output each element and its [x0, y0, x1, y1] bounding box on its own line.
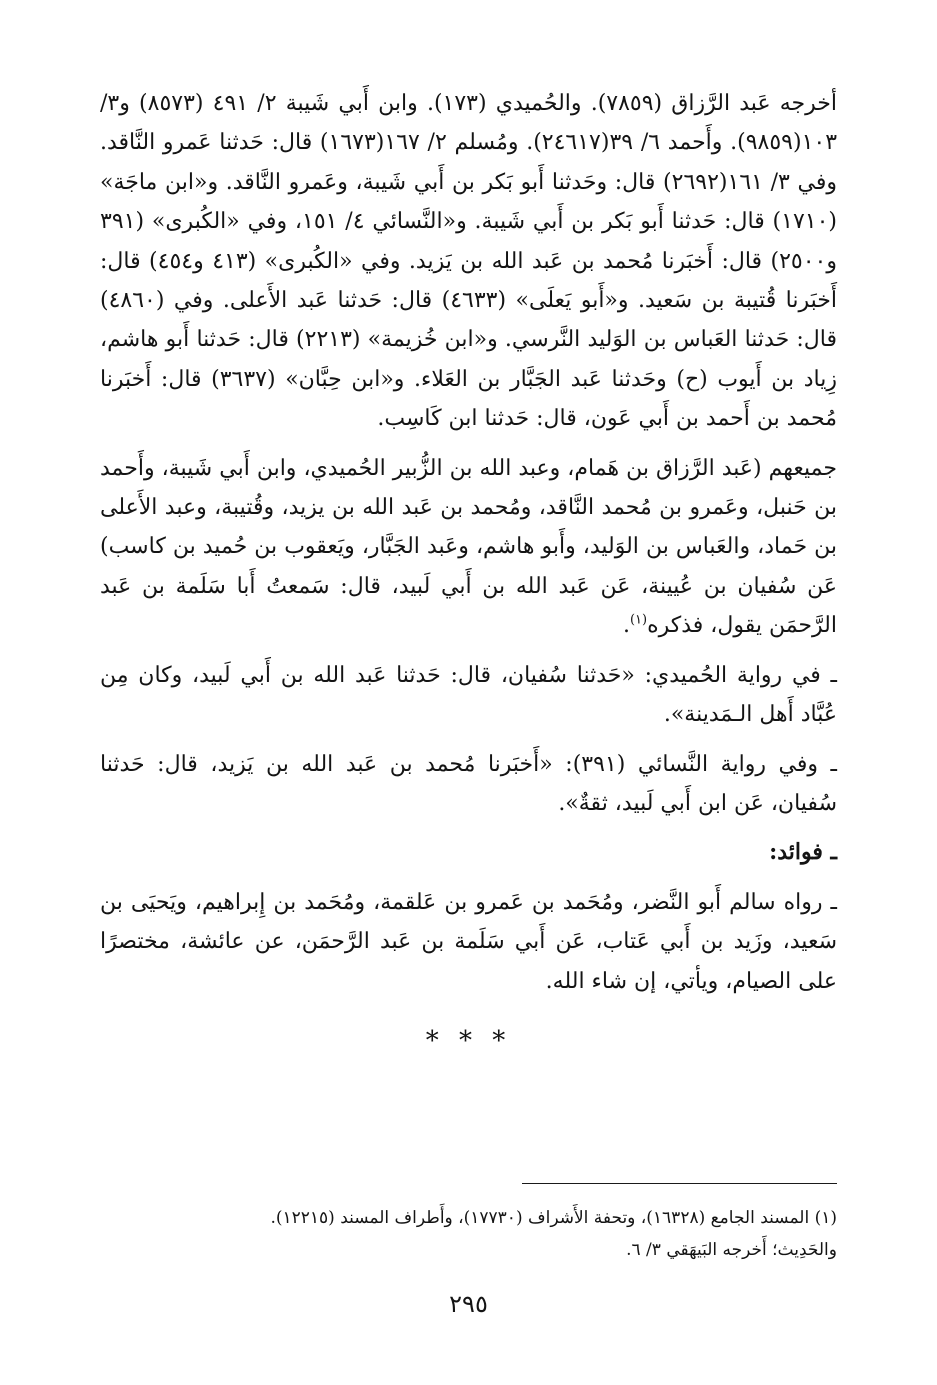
takhrij-paragraph: أخرجه عَبد الرَّزاق (٧٨٥٩). والحُميدي (١٧٣). وابن أَبي شَيبة ٢/ ٤٩١ (٨٥٧٣) و٣/ ١٠٣(٩٨٥٩). وأَحمد ٦/ ٣٩(٢٤٦١٧). ومُسلم ٢/ ١٦٧(١٦٧٣) قال: حَدثنا عَمرو النَّاقد. وفي ٣/ ١٦١(٢٦٩٢) قال: وحَدثنا أَبو بَكر بن أَبي شَيبة، وعَمرو النَّاقد. و«ابن ماجَة» (١٧١٠) قال: حَدثنا أَبو بَكر بن أَبي شَيبة. و«النَّسائي ٤/ ١٥١، وفي «الكُبرى» (٣٩١ و٢٥٠٠) قال: أَخبَرنا مُحمد بن عَبد الله بن يَزيد. وفي «الكُبرى» (٤١٣ و٤٥٤) قال: أَخبَرنا قُتيبة بن سَعيد. و«أَبو يَعلَى» (٤٦٣٣) قال: حَدثنا عَبد الأَعلى. وفي (٤٨٦٠) قال: حَدثنا العَباس بن الوَليد النَّرسي. و«ابن خُزيمة» (٢٢١٣) قال: حَدثنا أَبو هاشم، زِياد بن أَيوب (ح) وحَدثنا عَبد الجَبَّار بن العَلاء. و«ابن حِبَّان» (٣٦٣٧) قال: أَخبَرنا مُحمد بن أَحمد بن أَبي عَون، قال: حَدثنا ابن كَاسِب.: [100, 91, 838, 432]
narrators-text: جميعهم (عَبد الرَّزاق بن هَمام، وعبد الله بن الزُّبير الحُميدي، وابن أَبي شَيبة، وأَحمد بن حَنبل، وعَمرو بن مُحمد النَّاقد، ومُحمد بن عَبد الله بن يزيد، وقُتيبة، وعبد الأَعلى بن حَماد، والعَباس بن الوَليد، وأَبو هاشم، وعَبد الجَبَّار، ويَعقوب بن حُميد بن كاسب) عَن سُفيان بن عُيينة، عَن عَبد الله بن أَبي لَبيد، قال: سَمعتُ أَبا سَلَمة بن عَبد الرَّحمَن يقول، فذكره: [100, 455, 837, 639]
footnote-1-continuation: والحَدِيث؛ أَخرجه البَيهَقي ٣/ ٦.: [626, 1240, 837, 1260]
narrators-paragraph: [100, 449, 837, 646]
footnote-marker[interactable]: (١): [629, 612, 648, 628]
footnotes: [100, 1202, 837, 1266]
narrators-end: .: [622, 613, 630, 639]
footnote-1: (١) المسند الجامع (١٦٣٢٨)، وتحفة الأَشراف (١٧٧٣٠)، وأَطراف المسند (١٢٢١٥).: [270, 1208, 837, 1228]
humaidi-note: ـ في رواية الحُميدي: «حَدثنا سُفيان، قال: حَدثنا عَبد الله بن أَبي لَبيد، وكان مِن عُبَّاد أَهل الـمَدينة».: [100, 662, 837, 728]
page-number: ٢٩٥: [449, 1290, 488, 1318]
section-separator: * * *: [425, 1025, 512, 1056]
fawaid-heading: ـ فوائد:: [769, 839, 837, 866]
footnote-rule: [522, 1183, 837, 1184]
page-body: [100, 84, 837, 1063]
nasai-note: ـ وفي رواية النَّسائي (٣٩١): «أَخبَرنا مُحمد بن عَبد الله بن يَزيد، قال: حَدثنا سُفيان، عَن ابن أَبي لَبيد، ثقةٌ».: [100, 751, 838, 816]
fawaid-paragraph: ـ رواه سالم أَبو النَّضر، ومُحَمد بن عَمرو بن عَلقمة، ومُحَمد بن إِبراهيم، ويَحيَى بن سَعيد، وزَيد بن أَبي عَتاب، عَن أَبي سَلَمة بن عَبد الرَّحمَن، عن عائشة، مختصرًا على الصيام، ويأتي، إن شاء الله.: [100, 889, 837, 994]
